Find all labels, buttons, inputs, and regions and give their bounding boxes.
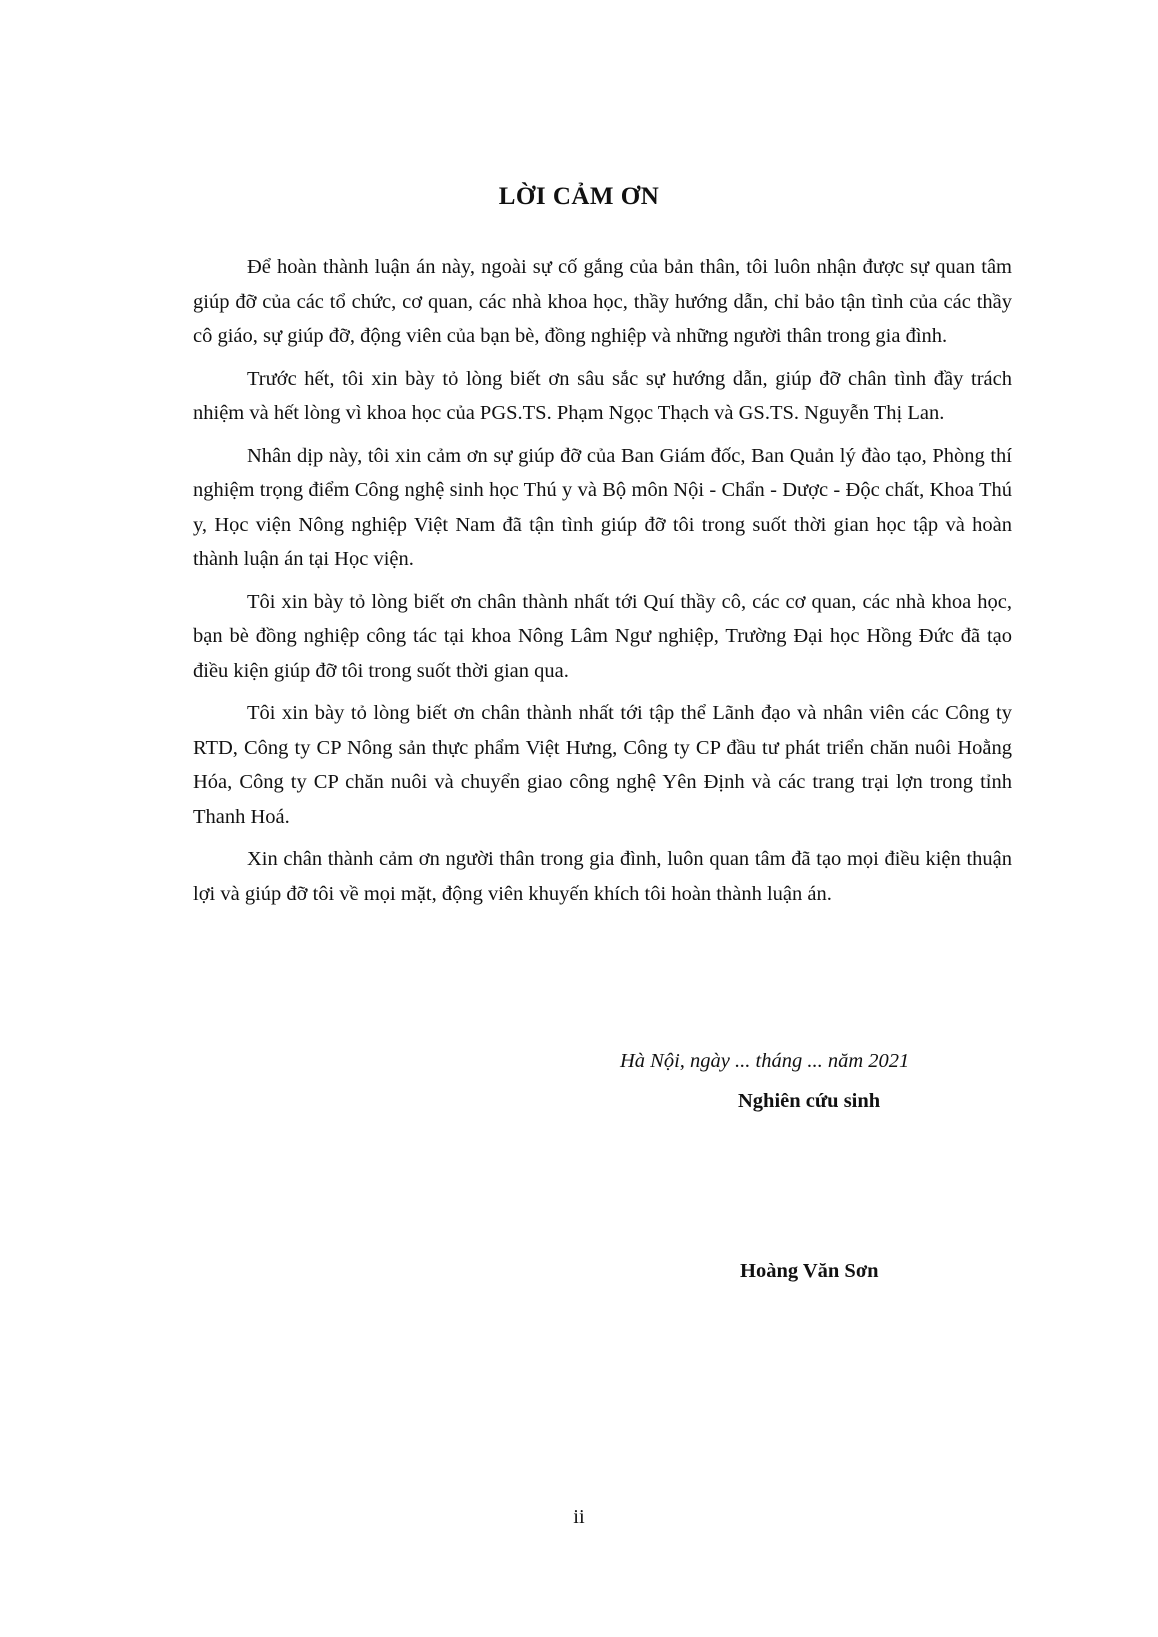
signer-role: Nghiên cứu sinh	[738, 1090, 881, 1112]
paragraph-companies: Tôi xin bày tỏ lòng biết ơn chân thành nhất tới tập thể Lãnh đạo và nhân viên các Công ty RTD, Công ty CP Nông sản thực phẩm Việt Hưng, Công ty CP đầu tư phát triển chăn nuôi Hoằng Hóa, Công ty CP chăn nuôi và chuyển giao công nghệ Yên Định và các trang trại lợn trong tỉnh Thanh Hoá.	[193, 702, 1012, 828]
signature-date: Hà Nội, ngày ... tháng ... năm 2021	[620, 1050, 910, 1072]
paragraph-university: Tôi xin bày tỏ lòng biết ơn chân thành nhất tới Quí thầy cô, các cơ quan, các nhà khoa học, bạn bè đồng nghiệp công tác tại khoa Nông Lâm Ngư nghiệp, Trường Đại học Hồng Đức đã tạo điều kiện giúp đỡ tôi trong suốt thời gian qua.	[193, 590, 1012, 682]
acknowledgement-body	[193, 250, 1012, 919]
paragraph-family: Xin chân thành cảm ơn người thân trong gia đình, luôn quan tâm đã tạo mọi điều kiện thuận lợi và giúp đỡ tôi về mọi mặt, động viên khuyến khích tôi hoàn thành luận án.	[193, 848, 1012, 905]
page-number: ii	[573, 1506, 585, 1528]
signer-name: Hoàng Văn Sơn	[740, 1260, 879, 1282]
paragraph-academy: Nhân dịp này, tôi xin cảm ơn sự giúp đỡ của Ban Giám đốc, Ban Quản lý đào tạo, Phòng thí nghiệm trọng điểm Công nghệ sinh học Thú y và Bộ môn Nội - Chẩn - Dược - Độc chất, Khoa Thú y, Học viện Nông nghiệp Việt Nam đã tận tình giúp đỡ tôi trong suốt thời gian học tập và hoàn thành luận án tại Học viện.	[193, 444, 1012, 570]
paragraph-supervisors: Trước hết, tôi xin bày tỏ lòng biết ơn sâu sắc sự hướng dẫn, giúp đỡ chân tình đầy trách nhiệm và hết lòng vì khoa học của PGS.TS. Phạm Ngọc Thạch và GS.TS. Nguyễn Thị Lan.	[193, 367, 1012, 424]
paragraph-intro: Để hoàn thành luận án này, ngoài sự cố gắng của bản thân, tôi luôn nhận được sự quan tâm giúp đỡ của các tổ chức, cơ quan, các nhà khoa học, thầy hướng dẫn, chỉ bảo tận tình của các thầy cô giáo, sự giúp đỡ, động viên của bạn bè, đồng nghiệp và những người thân trong gia đình.	[193, 256, 1012, 347]
page-title: LỜI CẢM ƠN	[498, 183, 660, 210]
